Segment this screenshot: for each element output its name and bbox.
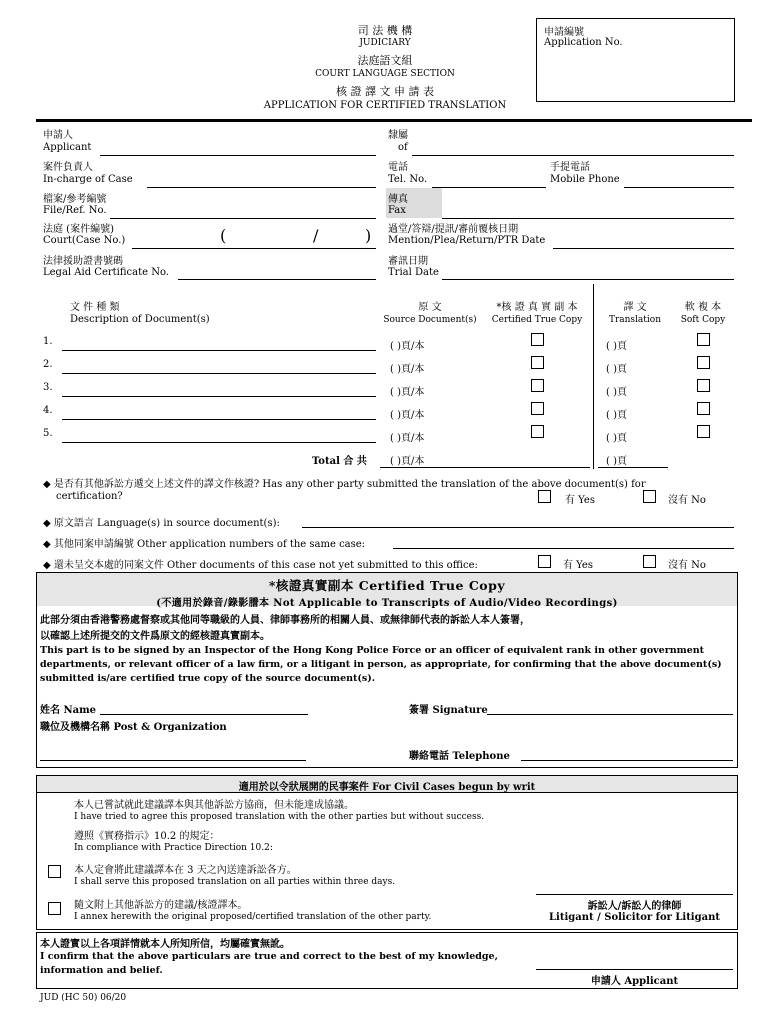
civil-signature-label-en: Litigant / Solicitor for Litigant <box>549 912 720 923</box>
ctc-en-line1: This part is to be signed by an Inspector of the Hong Kong Police Force or an officer of equivalent rank in other government <box>40 645 705 656</box>
ctc-checkbox[interactable] <box>531 402 544 415</box>
total-source-underline <box>380 467 590 468</box>
applicant-input[interactable] <box>100 155 376 156</box>
q1-text: ◆ 是否有其他訴訟方遞交上述文件的譯文作核證? Has any other party submitted the translation of the above document(s) for <box>43 479 646 490</box>
court-label-zh: 法庭 (案件編號) <box>43 224 114 235</box>
ctc-zh-line2: 以確認上述所提交的文件爲原文的經核證真實副本。 <box>40 631 270 642</box>
ctc-en-line3: submitted is/are certified true copy of the source document(s). <box>40 673 376 684</box>
fax-label-en: Fax <box>388 205 406 216</box>
court-close-paren: ) <box>365 226 372 245</box>
source-pages[interactable]: ( )頁/本 <box>390 433 425 444</box>
source-header-zh: 原 文 <box>418 302 442 313</box>
fax-label-zh: 傳真 <box>388 194 408 205</box>
header-rule <box>36 119 752 122</box>
civil-l3-en: I shall serve this proposed translation on all parties within three days. <box>74 877 396 887</box>
trial-label-zh: 審訊日期 <box>388 256 428 267</box>
ctc-title: *核證真實副本 Certified True Copy <box>268 578 506 593</box>
form-title-en: APPLICATION FOR CERTIFIED TRANSLATION <box>263 100 507 111</box>
fileref-label-zh: 檔案/參考編號 <box>43 194 107 205</box>
court-case-input[interactable] <box>132 248 376 249</box>
court-slash: / <box>313 226 319 245</box>
civil-annex-checkbox[interactable] <box>48 902 61 915</box>
q1-text-2: certification? <box>56 491 123 502</box>
total-translation-pages[interactable]: ( )頁 <box>606 456 627 467</box>
civil-signature-label-zh: 訴訟人/訴訟人的律師 <box>587 901 682 912</box>
mention-date-input[interactable] <box>553 248 734 249</box>
tel-label-zh: 電話 <box>388 162 408 173</box>
ctc-checkbox[interactable] <box>531 379 544 392</box>
tel-input[interactable] <box>432 187 546 188</box>
translation-header-zh: 譯 文 <box>623 302 647 313</box>
of-label-zh: 隸屬 <box>388 130 408 141</box>
ctc-signature-label: 簽署 Signature <box>409 705 488 716</box>
total-source-pages[interactable]: ( )頁/本 <box>390 456 425 467</box>
fileref-label-en: File/Ref. No. <box>43 205 107 216</box>
softcopy-checkbox[interactable] <box>697 402 710 415</box>
source-pages[interactable]: ( )頁/本 <box>390 410 425 421</box>
incharge-input[interactable] <box>147 187 376 188</box>
court-label-en: Court(Case No.) <box>43 235 126 246</box>
legalaid-label-en: Legal Aid Certificate No. <box>43 267 169 278</box>
fileref-input[interactable] <box>110 218 376 219</box>
ctc-checkbox[interactable] <box>531 333 544 346</box>
confirm-en-2: information and belief. <box>40 965 163 976</box>
row-number: 2. <box>43 359 53 370</box>
civil-l4-en: I annex herewith the original proposed/certified translation of the other party. <box>74 912 432 922</box>
q1-yes-label: 有 Yes <box>565 495 595 506</box>
translation-pages[interactable]: ( )頁 <box>606 410 627 421</box>
softcopy-header-zh: 軟 複 本 <box>684 302 722 313</box>
doc-description-input[interactable] <box>62 396 376 397</box>
application-no-label-en: Application No. <box>544 37 623 48</box>
applicant-label-zh: 申請人 <box>43 130 73 141</box>
translation-pages[interactable]: ( )頁 <box>606 341 627 352</box>
court-open-paren: ( <box>220 226 227 245</box>
q1-no-label: 沒有 No <box>668 495 706 506</box>
translation-pages[interactable]: ( )頁 <box>606 364 627 375</box>
q3-text: ◆ 其他同案申請編號 Other application numbers of the same case: <box>43 539 366 550</box>
ctc-subtitle: (不適用於錄音/錄影謄本 Not Applicable to Transcripts of Audio/Video Recordings) <box>156 598 618 609</box>
desc-header-zh: 文 件 種 類 <box>70 302 120 313</box>
ctc-name-input[interactable] <box>100 714 308 715</box>
applicant-signature-line[interactable] <box>536 969 733 970</box>
ctc-en-line2: departments, or relevant officer of a law firm, or a litigant in person, as appropriate, for confirming that the above document(s) <box>40 659 722 670</box>
desc-header-en: Description of Document(s) <box>70 314 210 325</box>
of-label-en: of <box>398 142 408 153</box>
q1-yes-checkbox[interactable] <box>538 490 551 503</box>
civil-l4-zh: 隨文附上其他訴訟方的建議/核證譯本。 <box>74 900 248 911</box>
doc-description-input[interactable] <box>62 442 376 443</box>
total-label: Total 合 共 <box>312 456 367 467</box>
translation-pages[interactable]: ( )頁 <box>606 387 627 398</box>
doc-description-input[interactable] <box>62 419 376 420</box>
of-input[interactable] <box>412 155 734 156</box>
total-translation-underline <box>598 467 668 468</box>
confirm-zh: 本人證實以上各項詳情就本人所知所信，均屬確實無訛。 <box>40 939 290 950</box>
q4-yes-label: 有 Yes <box>563 560 593 571</box>
doc-description-input[interactable] <box>62 373 376 374</box>
civil-l2-en: In compliance with Practice Direction 10.2: <box>74 843 273 853</box>
incharge-label-zh: 案件負責人 <box>43 162 93 173</box>
source-pages[interactable]: ( )頁/本 <box>390 364 425 375</box>
mention-label-zh: 過堂/答辯/提訊/審前覆核日期 <box>388 224 519 235</box>
applicant-signature-label: 申請人 Applicant <box>590 976 679 987</box>
confirm-en-1: I confirm that the above particulars are true and correct to the best of my knowledge, <box>40 951 498 962</box>
application-no-box[interactable] <box>536 18 735 102</box>
ctc-checkbox[interactable] <box>531 425 544 438</box>
civil-signature-line[interactable] <box>536 894 733 895</box>
civil-l3-zh: 本人定會將此建議譯本在 3 天之內送達訴訟各方。 <box>74 865 297 876</box>
civil-l2-zh: 遵照《實務指示》10.2 的規定： <box>74 831 220 842</box>
mobile-label-en: Mobile Phone <box>550 174 620 185</box>
fax-input[interactable] <box>442 218 734 219</box>
q4-yes-checkbox[interactable] <box>538 555 551 568</box>
q2-input[interactable] <box>302 527 734 528</box>
q4-no-checkbox[interactable] <box>643 555 656 568</box>
applicant-label-en: Applicant <box>43 142 92 153</box>
legalaid-input[interactable] <box>178 279 376 280</box>
q3-input[interactable] <box>393 548 734 549</box>
ctc-header-zh: *核 證 真 實 副 本 <box>496 302 578 313</box>
row-number: 5. <box>43 428 53 439</box>
ctc-header-en: Certified True Copy <box>491 315 583 325</box>
ctc-signature-input[interactable] <box>487 714 733 715</box>
ctc-name-label: 姓名 Name <box>40 705 97 716</box>
q4-text: ◆ 還未呈交本處的同案文件 Other documents of this case not yet submitted to this office: <box>43 560 478 571</box>
translation-header-en: Translation <box>608 315 662 325</box>
civil-l1-en: I have tried to agree this proposed translation with the other parties but without success. <box>74 812 485 822</box>
form-title-zh: 核 證 譯 文 申 請 表 <box>336 85 434 98</box>
tel-label-en: Tel. No. <box>388 174 428 185</box>
softcopy-checkbox[interactable] <box>697 425 710 438</box>
ctc-telephone-label: 聯絡電話 Telephone <box>409 751 510 762</box>
form-code: JUD (HC 50) 06/20 <box>40 993 127 1003</box>
civil-title: 適用於以令狀展開的民事案件 For Civil Cases begun by writ <box>238 782 536 793</box>
q2-text: ◆ 原文語言 Language(s) in source document(s): <box>43 518 280 529</box>
row-number: 1. <box>43 336 53 347</box>
legalaid-label-zh: 法律援助證書號碼 <box>43 256 123 267</box>
source-pages[interactable]: ( )頁/本 <box>390 341 425 352</box>
softcopy-header-en: Soft Copy <box>680 315 726 325</box>
dept-en: JUDICIARY <box>359 38 411 48</box>
q1-no-checkbox[interactable] <box>643 490 656 503</box>
ctc-zh-line1: 此部分須由香港警務處督察或其他同等職級的人員、律師事務所的相關人員、或無律師代表的訴訟人本人簽署， <box>40 615 530 626</box>
table-divider <box>593 284 594 469</box>
trial-date-input[interactable] <box>442 279 734 280</box>
dept-zh: 司 法 機 構 <box>357 24 413 37</box>
softcopy-checkbox[interactable] <box>697 333 710 346</box>
row-number: 3. <box>43 382 53 393</box>
mention-label-en: Mention/Plea/Return/PTR Date <box>388 235 546 246</box>
q4-no-label: 沒有 No <box>668 560 706 571</box>
softcopy-checkbox[interactable] <box>697 356 710 369</box>
ctc-checkbox[interactable] <box>531 356 544 369</box>
row-number: 4. <box>43 405 53 416</box>
translation-pages[interactable]: ( )頁 <box>606 433 627 444</box>
ctc-post-label: 職位及機構名稱 Post & Organization <box>40 722 227 733</box>
doc-description-input[interactable] <box>62 350 376 351</box>
application-no-label-zh: 申請編號 <box>544 27 584 38</box>
ctc-telephone-input[interactable] <box>521 760 733 761</box>
source-pages[interactable]: ( )頁/本 <box>390 387 425 398</box>
section-zh: 法庭語文組 <box>357 54 413 67</box>
civil-serve-checkbox[interactable] <box>48 865 61 878</box>
ctc-post-input[interactable] <box>40 760 306 761</box>
mobile-label-zh: 手提電話 <box>550 162 590 173</box>
source-header-en: Source Document(s) <box>383 315 477 325</box>
softcopy-checkbox[interactable] <box>697 379 710 392</box>
civil-l1-zh: 本人已嘗試就此建議譯本與其他訴訟方協商，但未能達成協議。 <box>74 800 354 811</box>
mobile-input[interactable] <box>624 187 734 188</box>
trial-label-en: Trial Date <box>388 267 439 278</box>
incharge-label-en: In-charge of Case <box>43 174 133 185</box>
section-en: COURT LANGUAGE SECTION <box>315 69 455 79</box>
